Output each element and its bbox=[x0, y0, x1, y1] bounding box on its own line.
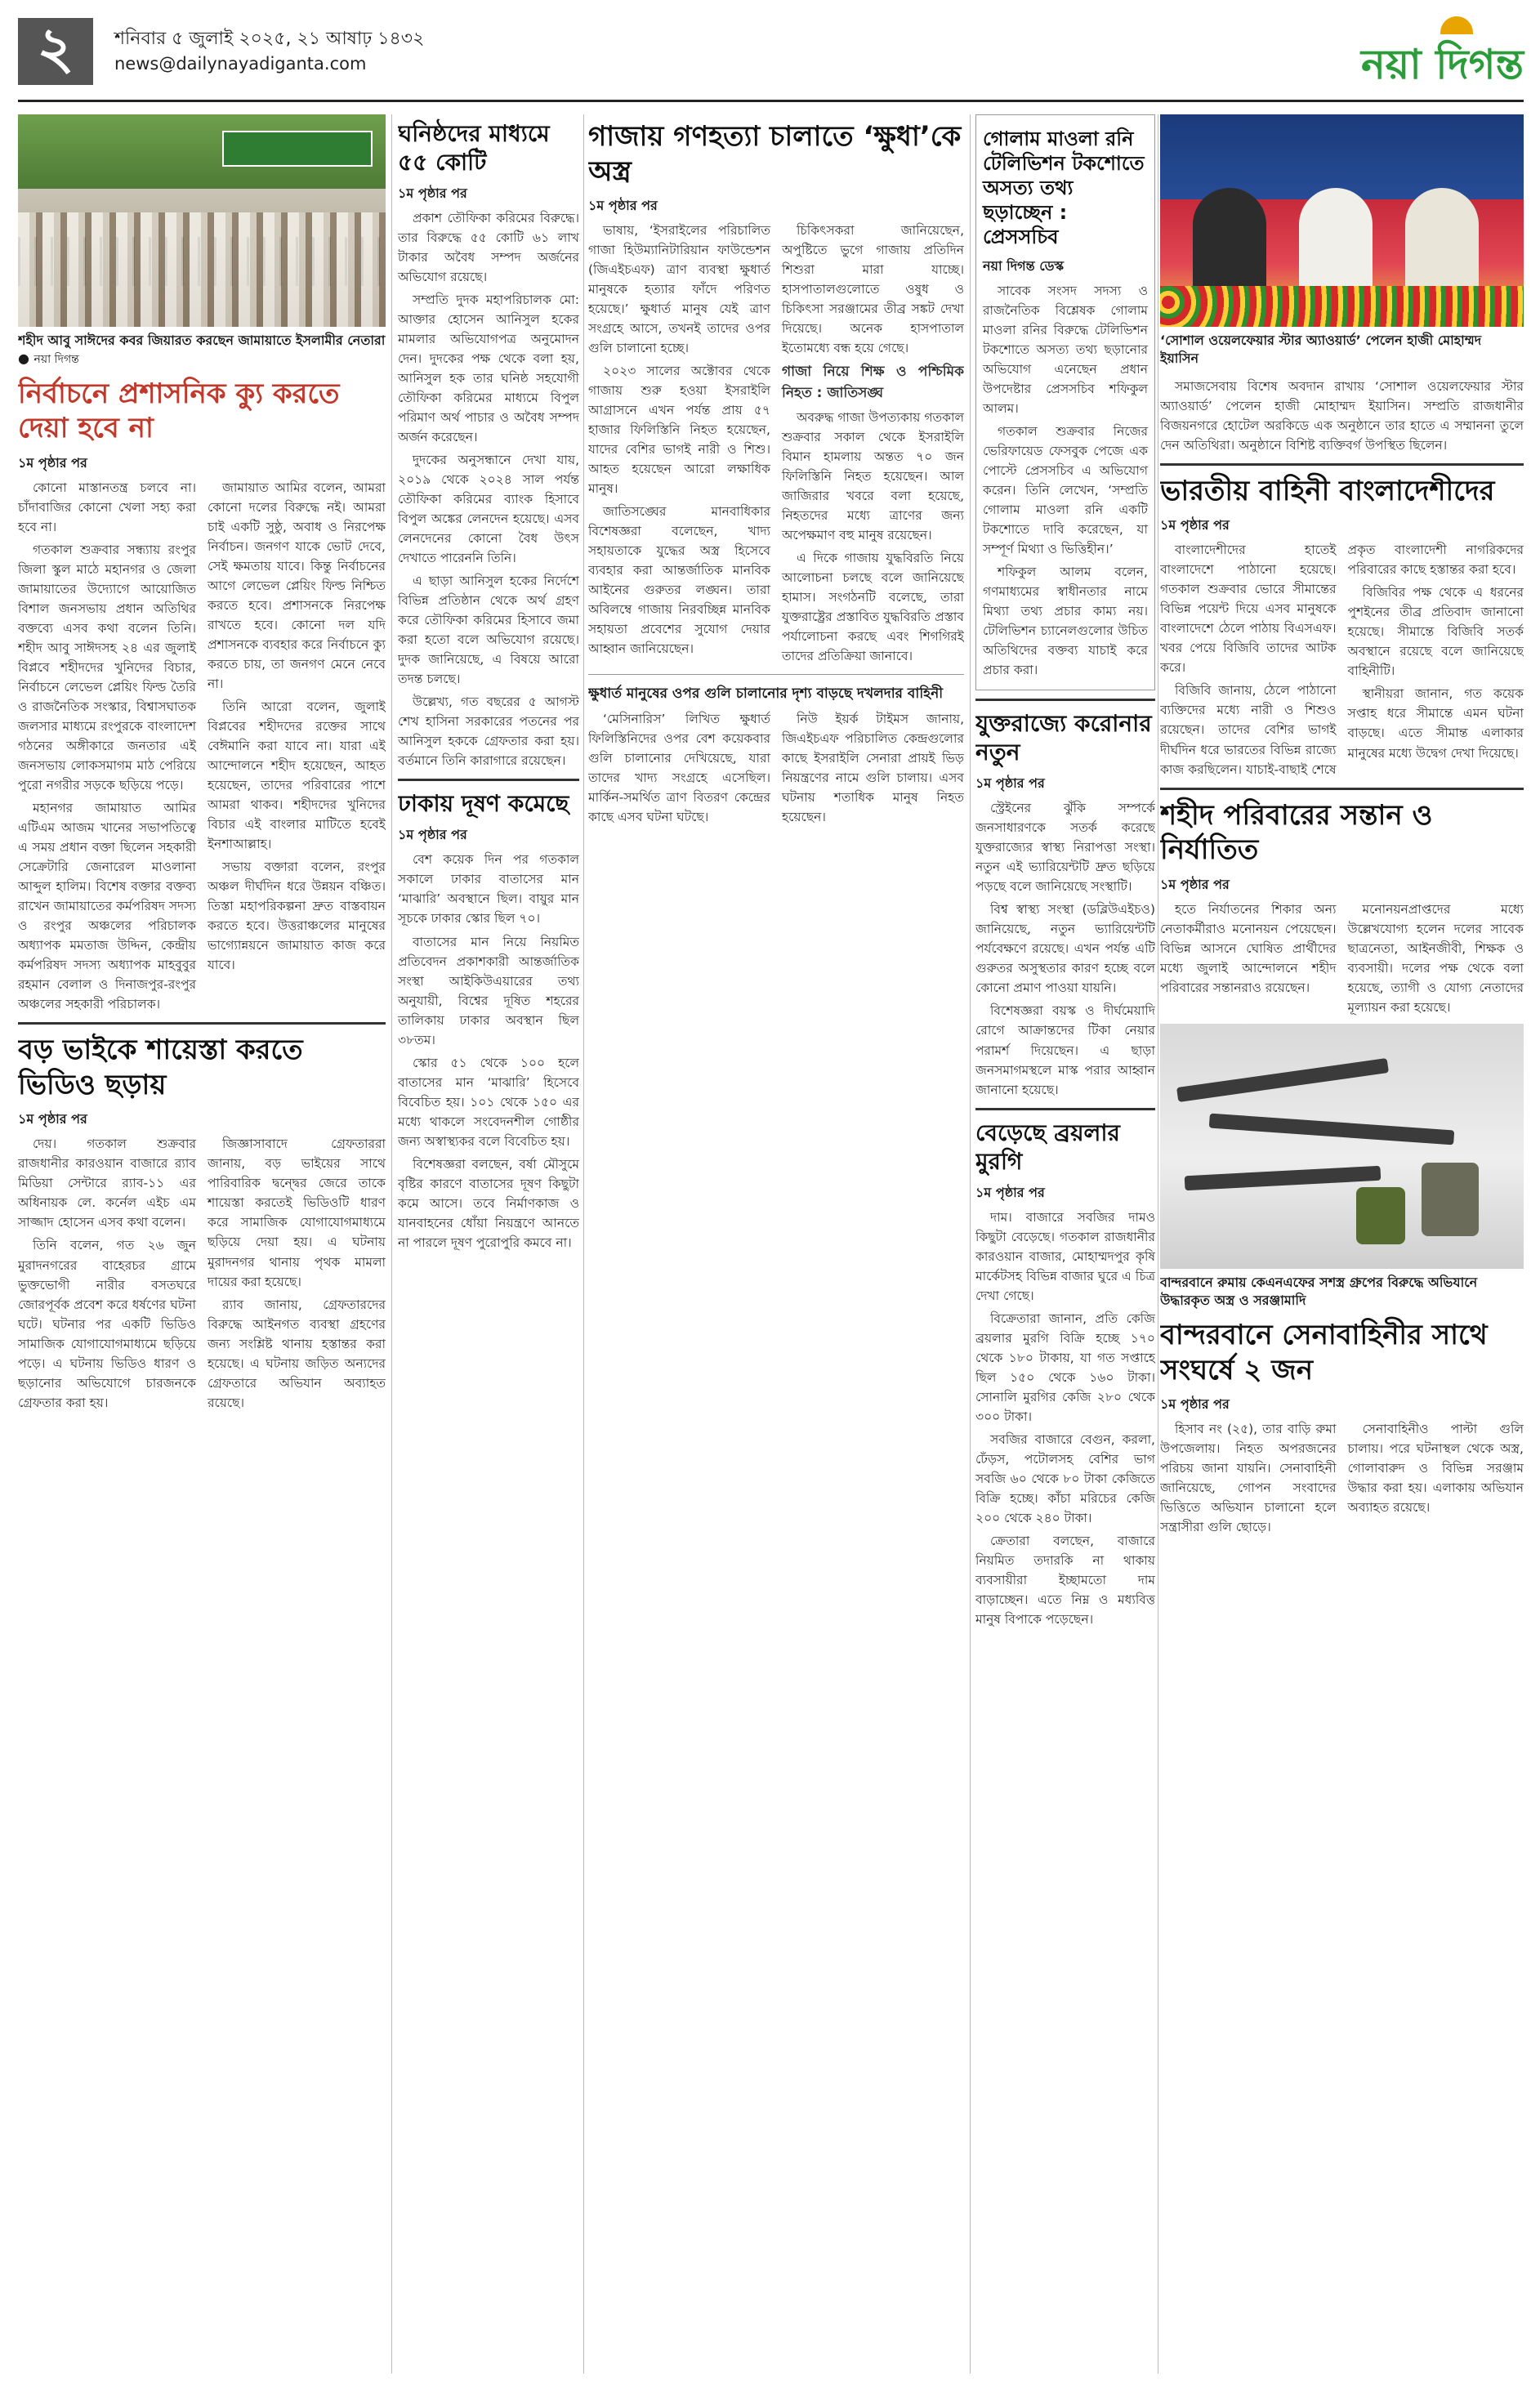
paragraph: অবরুদ্ধ গাজা উপত্যকায় গতকাল শুক্রবার সকাল থেকে ইসরাইলি বিমান হামলায় অন্তত ৭০ জন ফিলিস্তিনি নিহত হয়েছেন। আল জাজিরার খবরে বলা হয়েছে, নিহতদের মধ্যে ত্রাণের জন্য অপেক্ষমাণ বহু মানুষ রয়েছেন। bbox=[782, 409, 964, 543]
story-body-broiler bbox=[975, 1208, 1155, 1629]
headline-rony[interactable]: গোলাম মাওলা রনি টেলিভিশন টকশোতে অসত্য তথ্য ছড়াচ্ছেন : প্রেসসচিব bbox=[983, 127, 1145, 248]
story-divider bbox=[18, 1022, 386, 1025]
column-5 bbox=[1160, 114, 1524, 2373]
paragraph: দেয়। গতকাল শুক্রবার রাজধানীর কারওয়ান বাজারে র‌্যাব মিডিয়া সেন্টারে র‌্যাব-১১ এর অধিনায়ক লে. কর্নেল এইচ এম সাজ্জাদ হোসেন এসব কথা বলেন। bbox=[18, 1136, 196, 1230]
paragraph: বাংলাদেশীদের হাতেই বাংলাদেশে পাঠানো হয়েছে। গতকাল শুক্রবার ভোরে সীমান্তের বিভিন্ন পয়েন্ট দিয়ে এসব মানুষকে বাংলাদেশে ঠেলে পাঠায় বিএসএফ। খবর পেয়ে বিজিবি তাদের আটক করে। bbox=[1160, 543, 1337, 676]
byline: নয়া দিগন্ত ডেস্ক bbox=[983, 258, 1065, 274]
story-body-martyr bbox=[1160, 900, 1524, 1017]
story-body-election bbox=[18, 478, 386, 1014]
paragraph: স্থানীয়রা জানান, গত কয়েক সপ্তাহ ধরে সীমান্তে এমন ঘটনা বাড়ছে। এতে সীমান্ত এলাকার মানুষের মধ্যে উদ্বেগ দেখা দিয়েছে। bbox=[1347, 686, 1524, 761]
story-divider bbox=[975, 699, 1155, 701]
paragraph: তিনি বলেন, গত ২৬ জুন মুরাদনগরের বাহেরচর গ্রামে ভুক্তভোগী নারীর বসতঘরে জোরপূর্বক প্রবেশ করে ধর্ষণের ঘটনা ঘটে। ঘটনার পর একটি ভিডিও সামাজিক যোগাযোগমাধ্যমে ছড়িয়ে পড়ে। এ ঘটনায় ভিডিও ধারণ ও ছড়ানোর অভিযোগে চারজনকে গ্রেফতার করা হয়। bbox=[18, 1238, 196, 1410]
paragraph: বেশ কয়েক দিন পর গতকাল সকালে ঢাকার বাতাসের মান ‘মাঝারি’ অবস্থানে ছিল। বায়ুর মান সূচকে ঢাকার স্কোর ছিল ৭০। bbox=[398, 852, 579, 927]
headline-indian-forces[interactable]: ভারতীয় বাহিনী বাংলাদেশীদের bbox=[1160, 474, 1495, 507]
headline-martyr-family[interactable]: শহীদ পরিবারের সন্তান ও নির্যাতিত bbox=[1160, 798, 1433, 867]
header-rule bbox=[18, 100, 1524, 102]
headline-dhaka-pollution[interactable]: ঢাকায় দূষণ কমেছে bbox=[398, 790, 569, 818]
paragraph: বিজিবি জানায়, ঠেলে পাঠানো ব্যক্তিদের মধ্যে নারী ও শিশুও রয়েছেন। তাদের বেশির ভাগই দীর্ঘদিন ধরে ভারতের বিভিন্ন রাজ্যে কাজ করছিলেন। যাচাই-বাছাই শেষে প্রকৃত বাংলাদেশী নাগরিকদের পরিবারের কাছে হস্তান্তর করা হবে। bbox=[1160, 543, 1524, 777]
jump-label: ১ম পৃষ্ঠার পর bbox=[398, 827, 467, 843]
story-body-gaza bbox=[588, 221, 964, 666]
headline-video[interactable]: বড় ভাইকে শায়েস্তা করতে ভিডিও ছড়ায় bbox=[18, 1034, 303, 1101]
paragraph: মহানগর জামায়াত আমির এটিএম আজম খানের সভাপতিত্বে এ সময় প্রধান বক্তা ছিলেন সহকারী সেক্রেটারি জেনারেল মাওলানা আব্দুল হালিম। বিশেষ বক্তার বক্তব্য রাখেন জামায়াতের কর্মপরিষদ সদস্য ও রংপুর অঞ্চলের পরিচালক অধ্যাপক মমতাজ উদ্দিন, কেন্দ্রীয় কর্মপরিষদ সদস্য অধ্যাপক মাহবুবুর রহমান বেলাল ও দিনাজপুর-রংপুর অঞ্চলের সহকারী পরিচালক। bbox=[18, 801, 196, 1012]
logo-text: নয়া দিগন্ত bbox=[1360, 40, 1524, 88]
story-body-55-crore bbox=[398, 208, 579, 770]
paragraph: সভায় বক্তারা বলেন, রংপুর অঞ্চল দীর্ঘদিন ধরে উন্নয়ন বঞ্চিত। তিস্তা মহাপরিকল্পনা দ্রুত বাস্তবায়ন করতে হবে। উত্তরাঞ্চলের মানুষের ভাগ্যোন্নয়নে জামায়াত কাজ করে যাবে। bbox=[208, 860, 386, 973]
photo-award-ceremony bbox=[1160, 114, 1524, 327]
photo-caption: শহীদ আবু সাঈদের কবর জিয়ারত করছেন জামায়াতে ইসলামীর নেতারা ● নয়া দিগন্ত bbox=[18, 333, 386, 367]
column-2 bbox=[398, 114, 579, 2373]
headline-broiler[interactable]: বেড়েছে ব্রয়লার মুরগি bbox=[975, 1119, 1120, 1175]
paragraph: এ ছাড়া আনিসুল হকের নির্দেশে বিভিন্ন প্রতিষ্ঠান থেকে অর্থ গ্রহণ করে তৌফিকা করিমের হিসাবে জমা করা হতো বলে অভিযোগ রয়েছে। দুদক জানিয়েছে, এ বিষয়ে আরো তদন্ত চলছে। bbox=[398, 574, 579, 687]
column-3 bbox=[588, 114, 964, 2373]
column-4 bbox=[975, 114, 1155, 2373]
photo-banner bbox=[222, 131, 373, 167]
photo-crowd bbox=[18, 212, 386, 327]
paragraph: সমাজসেবায় বিশেষ অবদান রাখায় ‘সোশাল ওয়েলফেয়ার স্টার অ্যাওয়ার্ড’ পেলেন হাজী মোহাম্মদ ইয়াসিন। সম্প্রতি রাজধানীর বিজয়নগরে হোটেল অরকিডে এক অনুষ্ঠানে তার হাতে এ সম্মাননা তুলে দেন অতিথিরা। অনুষ্ঠানে বিশিষ্ট ব্যক্তিবর্গ উপস্থিত ছিলেন। bbox=[1160, 378, 1524, 453]
jump-label: ১ম পৃষ্ঠার পর bbox=[1160, 1396, 1230, 1413]
story-body-video bbox=[18, 1134, 386, 1415]
page-number: ২ bbox=[18, 18, 93, 85]
paragraph: গতকাল শুক্রবার সন্ধ্যায় রংপুর জিলা স্কুল মাঠে মহানগর ও জেলা জামায়াতের উদ্যোগে আয়োজিত বিশাল জনসভায় প্রধান অতিথির বক্তব্যে এসব কথা বলেন তিনি। শহীদ আবু সাঈদসহ ২৪ এর জুলাই বিপ্লবে শহীদদের খুনিদের বিচার, নির্বাচনে লেভেল প্লেয়িং ফিল্ড তৈরি ও রাজনৈতিক সংস্কার, বিশ্বাসঘাতক জলসার মাধ্যমে রংপুরকে বাংলাদেশ গঠনের অঙ্গীকারে জনতার এই জনসভায় লোকসমাগম মাঠ পেরিয়ে পুরো নগরীর সড়কে ছড়িয়ে পড়ে। bbox=[18, 543, 196, 793]
paragraph: নিউ ইয়র্ক টাইমস জানায়, জিএইচএফ পরিচালিত কেন্দ্রগুলোর কাছে ইসরাইলি সেনারা প্রায়ই ভিড় নিয়ন্ত্রণের নামে গুলি চালায়। এসব ঘটনায় শতাধিক মানুষ নিহত হয়েছেন। bbox=[782, 712, 964, 825]
rony-story-box bbox=[975, 114, 1155, 690]
paragraph: স্ট্রেইনের ঝুঁকি সম্পর্কে জনসাধারণকে সতর্ক করেছে যুক্তরাজ্যের স্বাস্থ্য নিরাপত্তা সংস্থা। নতুন এই ভ্যারিয়েন্টটি দ্রুত ছড়িয়ে পড়ছে বলে জানিয়েছে সংস্থাটি। bbox=[975, 801, 1155, 895]
photo-grave-visit bbox=[18, 114, 386, 327]
photo-recovered-weapons bbox=[1160, 1024, 1524, 1269]
story-body-bandarban bbox=[1160, 1419, 1524, 1537]
headline-election[interactable]: নির্বাচনে প্রশাসনিক ক্যু করতে দেয়া হবে না bbox=[18, 377, 340, 445]
story-divider bbox=[588, 674, 964, 675]
paragraph: হিসাব নং (২৫), তার বাড়ি রুমা উপজেলায়। নিহত অপরজনের পরিচয় জানা যায়নি। সেনাবাহিনী জানিয়েছে, গোপন সংবাদের ভিত্তিতে অভিযান চালানো হলে সন্ত্রাসীরা গুলি ছোড়ে। bbox=[1160, 1422, 1337, 1535]
story-body-pollution bbox=[398, 850, 579, 1252]
jump-label: ১ম পৃষ্ঠার পর bbox=[398, 185, 467, 201]
paragraph: বিক্রেতারা জানান, প্রতি কেজি ব্রয়লার মুরগি বিক্রি হচ্ছে ১৭০ থেকে ১৮০ টাকায়, যা গত সপ্তাহে ছিল ১৫০ থেকে ১৬০ টাকা। সোনালি মুরগির কেজি ২৮০ থেকে ৩০০ টাকা। bbox=[975, 1311, 1155, 1424]
jump-label: ১ম পৃষ্ঠার পর bbox=[1160, 517, 1230, 534]
headline-bandarban[interactable]: বান্দরবানে সেনাবাহিনীর সাথে সংঘর্ষে ২ জন bbox=[1160, 1319, 1488, 1387]
column-divider bbox=[391, 114, 392, 2373]
paragraph: ‘মেসিনারিস’ লিখিত ক্ষুধার্ত ফিলিস্তিনিদের ওপর বেশ কয়েকবার গুলি চালানোর দেখিয়েছে, যারা তাদের খাদ্য সংগ্রহে এসেছিল। মার্কিন-সমর্থিত ত্রাণ বিতরণ কেন্দ্রের কাছে এসব ঘটনা ঘটছে। bbox=[588, 712, 770, 825]
paragraph: সম্প্রতি দুদক মহাপরিচালক মো: আক্তার হোসেন আনিসুল হকের মামলার অভিযোগপত্র অনুমোদন দেন। দুদকের পক্ষ থেকে বলা হয়, আনিসুল হক তার ঘনিষ্ঠ সহযোগী তৌফিকা করিমের মাধ্যমে বিপুল পরিমাণ অর্থ পাচার ও অবৈধ সম্পদ অর্জন করেছেন। bbox=[398, 292, 579, 445]
paragraph: জামায়াত আমির বলেন, আমরা কোনো দলের বিরুদ্ধে নই। আমরা চাই একটি সুষ্ঠু, অবাধ ও নিরপেক্ষ নির্বাচন। জনগণ যাকে ভোট দেবে, সেই ক্ষমতায় যাবে। কিন্তু নির্বাচনের আগে লেভেল প্লেয়িং ফিল্ড নিশ্চিত করতে হবে। প্রশাসনকে নিরপেক্ষ রাখতে হবে। কোনো দল যদি প্রশাসনকে ব্যবহার করে নির্বাচনে ক্যু করতে চায়, তা জনগণ মেনে নেবে না। bbox=[208, 480, 386, 692]
paragraph: স্কোর ৫১ থেকে ১০০ হলে বাতাসের মান ‘মাঝারি’ হিসেবে বিবেচিত হয়। ১০১ থেকে ১৫০ এর মধ্যে থাকলে সংবেদনশীল গোষ্ঠীর জন্য অস্বাস্থ্যকর বলে বিবেচিত হয়। bbox=[398, 1055, 579, 1149]
email-link[interactable]: news@dailynayadiganta.com bbox=[114, 54, 367, 74]
paragraph: সাবেক সংসদ সদস্য ও রাজনৈতিক বিশ্লেষক গোলাম মাওলা রনির বিরুদ্ধে টেলিভিশন টকশোতে অসত্য তথ্য ছড়ানোর অভিযোগ এনেছেন প্রধান উপদেষ্টার প্রেসসচিব শফিকুল আলম। bbox=[983, 284, 1148, 417]
paragraph: হতে নির্যাতনের শিকার অন্য নেতাকর্মীরাও মনোনয়ন পেয়েছেন। বিভিন্ন আসনে ঘোষিত প্রার্থীদের মধ্যে জুলাই আন্দোলনে শহীদ পরিবারের সন্তানরাও রয়েছেন। bbox=[1160, 901, 1337, 995]
paragraph: ভাষায়, ‘ইসরাইলের পরিচালিত গাজা হিউম্যানিটারিয়ান ফাউন্ডেশন (জিএইচএফ) ত্রাণ ব্যবস্থা ক্ষুধার্ত মানুষকে হত্যার ফাঁদে পরিণত হয়েছে।’ ক্ষুধার্ত মানুষ যেই ত্রাণ সংগ্রহে আসে, তখনই তাদের ওপর গুলি চালানো হচ্ছে। bbox=[588, 223, 770, 356]
paragraph: প্রকাশ তৌফিকা করিমের বিরুদ্ধে। তার বিরুদ্ধে ৫৫ কোটি ৬১ লাখ টাকার অবৈধ সম্পদ অর্জনের অভিযোগ রয়েছে। bbox=[398, 211, 579, 285]
inset-title: গাজা নিয়ে শিক্ষ ও পশ্চিমিক নিহত : জাতিসঙ্ঘ bbox=[782, 364, 964, 402]
headline-uk-corona[interactable]: যুক্তরাজ্যে করোনার নতুন bbox=[975, 710, 1152, 766]
paragraph: শফিকুল আলম বলেন, গণমাধ্যমের স্বাধীনতার নামে মিথ্যা তথ্য প্রচার কাম্য নয়। টেলিভিশন চ্যানেলগুলোর উচিত অতিথিদের বক্তব্য যাচাই করে প্রচার করা। bbox=[983, 565, 1148, 678]
photo-rifle bbox=[1176, 1058, 1389, 1102]
photo-rifle bbox=[1185, 1165, 1382, 1190]
paragraph: চিকিৎসকরা জানিয়েছেন, অপুষ্টিতে ভুগে গাজায় প্রতিদিন শিশুরা মারা যাচ্ছে। হাসপাতালগুলোতে ওষুধ ও চিকিৎসা সরঞ্জামের তীব্র সঙ্কট দেখা দিয়েছে। অনেক হাসপাতাল ইতোমধ্যে বন্ধ হয়ে গেছে। bbox=[782, 223, 964, 356]
paragraph: কোনো মাস্তানতন্ত্র চলবে না। চাঁদাবাজির কোনো খেলা সহ্য করা হবে না। bbox=[18, 480, 196, 535]
masthead bbox=[18, 15, 1524, 93]
story-body-rony bbox=[983, 281, 1148, 680]
photo-bag bbox=[1422, 1163, 1479, 1236]
paragraph: গতকাল শুক্রবার নিজের ভেরিফায়েড ফেসবুক পেজে এক পোস্টে প্রেসসচিব এ অভিযোগ করেন। তিনি লেখেন, ‘সম্প্রতি গোলাম মাওলা রনি একটি টকশোতে দাবি করেছেন, যা সম্পূর্ণ মিথ্যা ও ভিত্তিহীন।’ bbox=[983, 424, 1148, 557]
column-divider bbox=[970, 114, 971, 2373]
paragraph: বিজিবির পক্ষ থেকে এ ধরনের পুশইনের তীব্র প্রতিবাদ জানানো হয়েছে। সীমান্তে বিজিবি সতর্ক অবস্থানে রয়েছে বলে জানিয়েছে বাহিনীটি। bbox=[1347, 585, 1524, 679]
photo-flowers bbox=[1160, 286, 1524, 327]
inset-headline[interactable]: ক্ষুধার্ত মানুষের ওপর গুলি চালানোর দৃশ্য বাড়ছে দখলদার বাহিনী bbox=[588, 685, 944, 702]
story-body-corona bbox=[975, 798, 1155, 1099]
column-divider bbox=[583, 114, 584, 2373]
jump-label: ১ম পৃষ্ঠার পর bbox=[1160, 876, 1230, 892]
logo-sun-icon bbox=[1440, 16, 1473, 34]
paragraph: দাম। বাজারে সবজির দামও কিছুটা বেড়েছে। গতকাল রাজধানীর কারওয়ান বাজার, মোহাম্মদপুর কৃষি মার্কেটসহ বিভিন্ন বাজার ঘুরে এ চিত্র দেখা গেছে। bbox=[975, 1209, 1155, 1303]
paragraph: সেনাবাহিনীও পাল্টা গুলি চালায়। পরে ঘটনাস্থল থেকে অস্ত্র, গোলাবারুদ ও বিভিন্ন সরঞ্জাম উদ্ধার করা হয়। এলাকায় অভিযান অব্যাহত রয়েছে। bbox=[1347, 1422, 1524, 1516]
newspaper-logo bbox=[1279, 16, 1524, 88]
photo-rifle bbox=[1209, 1113, 1455, 1145]
photo-bag bbox=[1356, 1187, 1405, 1244]
paragraph: বিশেষজ্ঞরা বলছেন, বর্ষা মৌসুমে বৃষ্টির কারণে বাতাসের দূষণ কিছুটা কমে আসে। তবে নির্মাণকাজ ও যানবাহনের ধোঁয়া নিয়ন্ত্রণে আনতে না পারলে দূষণ পুরোপুরি কমবে না। bbox=[398, 1156, 579, 1250]
paragraph: বিশেষজ্ঞরা বয়স্ক ও দীর্ঘমেয়াদি রোগে আক্রান্তদের টিকা নেয়ার পরামর্শ দিয়েছেন। এ ছাড়া জনসমাগমস্থলে মাস্ক পরার আহ্বান জানানো হয়েছে। bbox=[975, 1003, 1155, 1097]
story-divider bbox=[398, 779, 579, 781]
paragraph: বাতাসের মান নিয়ে নিয়মিত প্রতিবেদন প্রকাশকারী আন্তর্জাতিক সংস্থা আইকিউএয়ারের তথ্য অনুযায়ী, বিশ্বের দূষিত শহরের তালিকায় ঢাকার অবস্থান ছিল ৩৮তম। bbox=[398, 934, 579, 1047]
jump-label: ১ম পৃষ্ঠার পর bbox=[18, 454, 87, 471]
headline-gaza[interactable]: গাজায় গণহত্যা চালাতে ‘ক্ষুধা’কে অস্ত্র bbox=[588, 120, 962, 188]
paragraph: দুদকের অনুসন্ধানে দেখা যায়, ২০১৯ থেকে ২০২৪ সাল পর্যন্ত তৌফিকা করিমের ব্যাংক হিসাবে বিপুল অঙ্কের লেনদেন হয়েছে। এসব লেনদেনের কোনো বৈধ উৎস দেখাতে পারেননি তিনি। bbox=[398, 453, 579, 566]
paragraph: ২০২৩ সালের অক্টোবর থেকে গাজায় শুরু হওয়া ইসরাইলি আগ্রাসনে এখন পর্যন্ত প্রায় ৫৭ হাজার ফিলিস্তিনি নিহত হয়েছেন, যাদের বেশির ভাগই নারী ও শিশু। আহত হয়েছেন আরো লক্ষাধিক মানুষ। bbox=[588, 364, 770, 497]
story-body-indian-forces bbox=[1160, 540, 1524, 779]
paragraph: বিশ্ব স্বাস্থ্য সংস্থা (ডব্লিউএইচও) জানিয়েছে, নতুন ভ্যারিয়েন্টটি পর্যবেক্ষণে রয়েছে। এখন পর্যন্ত এটি গুরুতর অসুস্থতার কারণ হচ্ছে বলে কোনো প্রমাণ পাওয়া যায়নি। bbox=[975, 902, 1155, 996]
paragraph: এ দিকে গাজায় যুদ্ধবিরতি নিয়ে আলোচনা চলছে বলে জানিয়েছে হামাস। সংগঠনটি বলেছে, তারা যুক্তরাষ্ট্রের প্রস্তাবিত যুদ্ধবিরতি প্রস্তাব পর্যালোচনা করছে এবং শিগগিরই তাদের প্রতিক্রিয়া জানাবে। bbox=[782, 550, 964, 663]
story-divider bbox=[1160, 788, 1524, 790]
jump-label: ১ম পৃষ্ঠার পর bbox=[975, 775, 1045, 792]
story-body-gaza-2 bbox=[588, 709, 964, 830]
paragraph: তিনি আরো বলেন, জুলাই বিপ্লবের শহীদদের রক্তের সাথে বেঈমানি করা যাবে না। যারা এই আন্দোলনে শহীদ হয়েছেন, আহত হয়েছেন, তাদের পরিবারের পাশে আমরা থাকব। শহীদদের খুনিদের বিচার এই বাংলার মাটিতে হবেই ইনশাআল্লাহ। bbox=[208, 699, 386, 852]
paragraph: র‌্যাব জানায়, গ্রেফতারদের বিরুদ্ধে আইনগত ব্যবস্থা গ্রহণের জন্য সংশ্লিষ্ট থানায় হস্তান্তর করা হয়েছে। এ ঘটনায় জড়িত অন্যদের গ্রেফতারে অভিযান অব্যাহত রয়েছে। bbox=[208, 1297, 386, 1410]
paragraph: উল্লেখ্য, গত বছরের ৫ আগস্ট শেখ হাসিনা সরকারের পতনের পর আনিসুল হককে গ্রেফতার করা হয়। বর্তমানে তিনি কারাগারে রয়েছেন। bbox=[398, 694, 579, 769]
paragraph: সবজির বাজারে বেগুন, করলা, ঢেঁড়স, পটোলসহ বেশির ভাগ সবজি ৬০ থেকে ৮০ টাকা কেজিতে বিক্রি হচ্ছে। কাঁচা মরিচের কেজি ২০০ থেকে ২৪০ টাকা। bbox=[975, 1431, 1155, 1525]
story-divider bbox=[975, 1108, 1155, 1110]
headline-55-crore[interactable]: ঘনিষ্ঠদের মাধ্যমে ৫৫ কোটি bbox=[398, 120, 550, 176]
paragraph: জিজ্ঞাসাবাদে গ্রেফতাররা জানায়, বড় ভাইয়ের সাথে পারিবারিক দ্বন্দ্বের জেরে তাকে শায়েস্তা করতেই ভিডিওটি ধারণ করে সামাজিক যোগাযোগমাধ্যমে ছড়িয়ে দেয়া হয়। এ ঘটনায় মুরাদনগর থানায় পৃথক মামলা দায়ের করা হয়েছে। bbox=[208, 1136, 386, 1289]
jump-label: ১ম পৃষ্ঠার পর bbox=[18, 1111, 87, 1128]
photo-caption: বান্দরবানে রুমায় কেএনএফের সশস্ত্র গ্রুপের বিরুদ্ধে অভিযানে উদ্ধারকৃত অস্ত্র ও সরঞ্জামাদি bbox=[1160, 1274, 1478, 1309]
jump-label: ১ম পৃষ্ঠার পর bbox=[975, 1184, 1045, 1200]
paragraph: ক্রেতারা বলছেন, বাজারে নিয়মিত তদারকি না থাকায় ব্যবসায়ীরা ইচ্ছামতো দাম বাড়াচ্ছেন। এতে নিম্ন ও মধ্যবিত্ত মানুষ বিপাকে পড়েছেন। bbox=[975, 1533, 1155, 1627]
date-line: শনিবার ৫ জুলাই ২০২৫, ২১ আষাঢ় ১৪৩২ bbox=[114, 29, 425, 49]
paragraph: মনোনয়নপ্রাপ্তদের মধ্যে উল্লেখযোগ্য হলেন দলের সাবেক ছাত্রনেতা, আইনজীবী, শিক্ষক ও ব্যবসায়ী। দলের পক্ষ থেকে বলা হয়েছে, ত্যাগী ও যোগ্য নেতাদের মূল্যায়ন করা হয়েছে। bbox=[1347, 901, 1524, 1015]
column-1 bbox=[18, 114, 386, 2373]
photo-caption: ‘সোশাল ওয়েলফেয়ার স্টার অ্যাওয়ার্ড’ পেলেন হাজী মোহাম্মদ ইয়াসিন bbox=[1160, 333, 1482, 367]
paragraph: জাতিসঙ্ঘের মানবাধিকার বিশেষজ্ঞরা বলেছেন, খাদ্য সহায়তাকে যুদ্ধের অস্ত্র হিসেবে ব্যবহার করা আন্তর্জাতিক মানবিক আইনের গুরুতর লঙ্ঘন। তারা অবিলম্বে গাজায় নিরবচ্ছিন্ন মানবিক সহায়তা প্রবেশের সুযোগ দেয়ার আহ্বান জানিয়েছেন। bbox=[588, 504, 770, 657]
award-text bbox=[1160, 377, 1524, 455]
story-divider bbox=[1160, 463, 1524, 466]
jump-label: ১ম পৃষ্ঠার পর bbox=[588, 198, 658, 213]
